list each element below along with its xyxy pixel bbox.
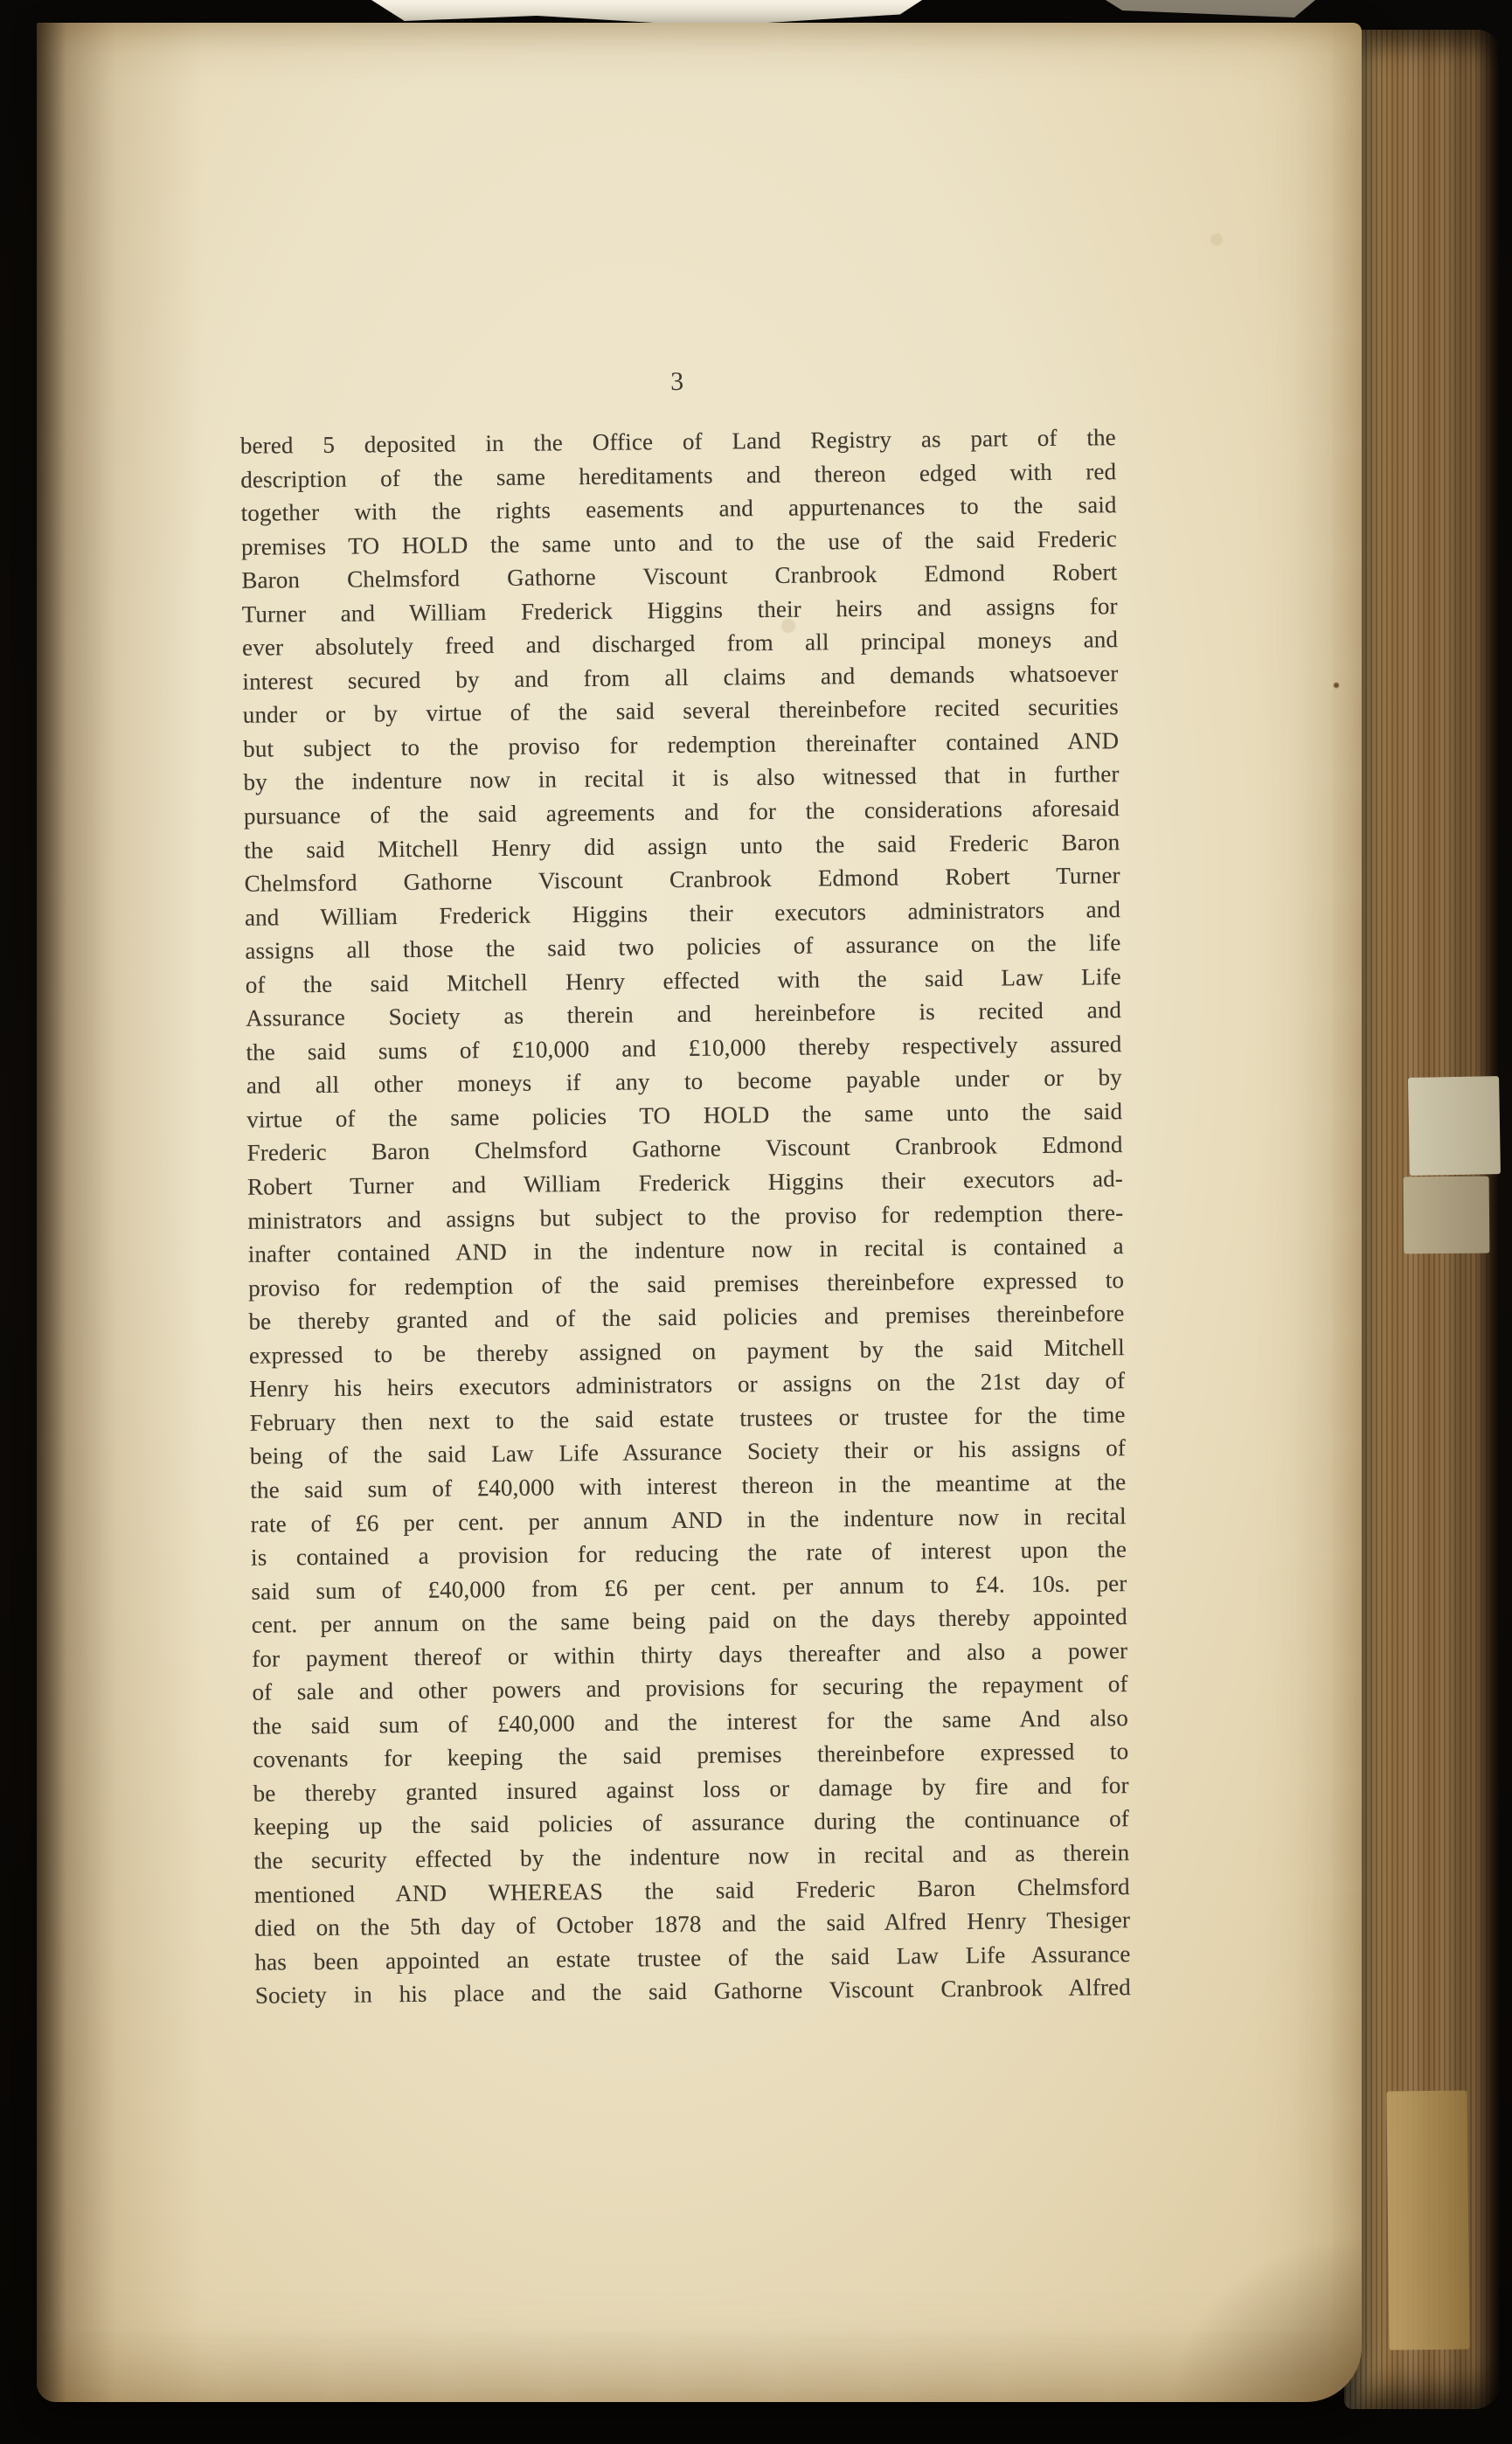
text-line: rate of £6 per cent. per annum AND in the indenture now in recital [250,1502,1127,1538]
paper-sliver-top-right [1106,0,1315,17]
text-line: covenants for keeping the said premises thereinbefore expressed to [253,1738,1129,1774]
inserted-sheet-edge [1386,2091,1469,2350]
text-line: bered 5 deposited in the Office of Land Registry as part of the [239,424,1116,459]
text-line: ministrators and assigns but subject to the proviso for redemption there- [247,1198,1124,1234]
text-line: ever absolutely freed and discharged from all principal moneys and [241,626,1119,662]
text-line: inafter contained AND in the indenture now in recital is contained a [247,1232,1124,1267]
text-line: virtue of the same policies TO HOLD the same unto the said [246,1098,1123,1133]
page-corner-shadow [1169,2236,1362,2402]
inserted-sheet-edge [1404,1177,1490,1254]
text-line: said sum of £40,000 from £6 per cent. per annum to £4. 10s. per [251,1569,1127,1605]
text-line: mentioned AND WHEREAS the said Frederic Baron Chelmsford [253,1872,1130,1908]
text-line: February then next to the said estate trustees or trustee for the time [249,1400,1126,1436]
text-line: proviso for redemption of the said premises thereinbefore expressed to [247,1266,1125,1302]
text-line: is contained a provision for reducing the rate of interest upon the [250,1536,1127,1571]
page-number: 3 [670,366,685,397]
text-line: expressed to be thereby assigned on payment by the said Mitchell [248,1333,1125,1369]
text-line: and William Frederick Higgins their executors administrators and [244,895,1121,931]
text-line: by the indenture now in recital it is also witnessed that in further [243,760,1120,796]
text-line: Society in his place and the said Gathorne Viscount Cranbrook Alfred [254,1974,1131,2009]
text-line: died on the 5th day of October 1878 and the said Alfred Henry Thesiger [254,1906,1131,1941]
text-line: pursuance of the said agreements and for the considerations aforesaid [243,795,1120,830]
text-line: be thereby granted and of the said policies and premises thereinbefore [248,1300,1125,1335]
text-line: Baron Chelmsford Gathorne Viscount Cranbrook Edmond Robert [241,559,1118,594]
text-line: assigns all those the said two policies of assurance on the life [245,929,1121,964]
gutter-shadow [37,23,203,2402]
text-line: Assurance Society as therein and hereinbefore is recited and [246,996,1122,1032]
page-content [239,359,1131,2012]
text-line: and all other moneys if any to become payable under or by [246,1064,1123,1100]
text-line: Henry his heirs executors administrators or assigns on the 21st day of [249,1367,1126,1403]
text-line: the said Mitchell Henry did assign unto the said Frederic Baron [244,828,1120,864]
text-line: Turner and William Frederick Higgins their heirs and assigns for [241,592,1118,628]
text-line: together with the rights easements and appurtenances to the said [240,491,1117,526]
body-text [240,420,1131,2012]
text-line: Frederic Baron Chelmsford Gathorne Viscount Cranbrook Edmond [246,1131,1123,1167]
text-line: Robert Turner and William Frederick Higgins their executors ad- [246,1165,1124,1200]
text-line: the said sum of £40,000 with interest thereon in the meantime at the [250,1468,1127,1503]
text-line: the security effected by the indenture now in recital and as therein [253,1839,1130,1874]
text-line: but subject to the proviso for redemption thereinafter contained AND [243,727,1120,762]
text-line: the said sum of £40,000 and the interest for the same And also [252,1704,1129,1739]
text-line: for payment thereof or within thirty days thereafter and also a power [252,1636,1128,1672]
text-line: being of the said Law Life Assurance Society their or his assigns of [249,1434,1127,1470]
text-line: premises TO HOLD the same unto and to the use of the said Frederic [240,524,1118,560]
text-line: Chelmsford Gathorne Viscount Cranbrook Edmond Robert Turner [244,862,1120,897]
text-line: be thereby granted insured against loss or damage by fire and for [253,1771,1129,1807]
text-line: of sale and other powers and provisions for securing the repayment of [252,1670,1128,1705]
text-line: the said sums of £10,000 and £10,000 thereby respectively assured [246,1030,1122,1066]
inserted-sheet-edge [1408,1076,1501,1176]
text-line: cent. per annum on the same being paid on the days thereby appointed [251,1603,1127,1638]
text-line: interest secured by and from all claims and demands whatsoever [242,660,1119,695]
text-line: description of the same hereditaments and thereon edged with red [240,457,1117,493]
text-line: of the said Mitchell Henry effected with the said Law Life [245,962,1121,998]
text-line: under or by virtue of the said several thereinbefore recited securities [242,693,1119,729]
text-line: keeping up the said policies of assurance during the continuance of [253,1805,1130,1841]
book-page [37,23,1362,2402]
text-line: has been appointed an estate trustee of the said Law Life Assurance [254,1940,1131,1975]
